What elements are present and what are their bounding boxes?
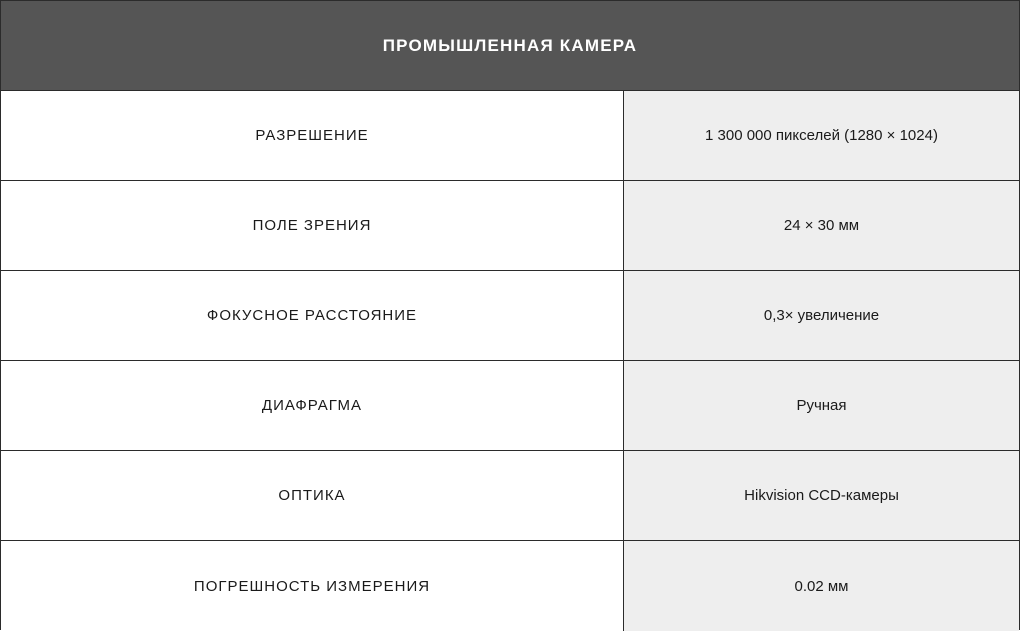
table-row (1, 181, 1019, 271)
table-row (1, 91, 1019, 181)
row-label-resolution: РАЗРЕШЕНИЕ (1, 91, 624, 180)
row-label-optics: ОПТИКА (1, 451, 624, 540)
row-value-optics: Hikvision CCD-камеры (624, 451, 1019, 540)
row-label-focal-length: ФОКУСНОЕ РАССТОЯНИЕ (1, 271, 624, 360)
table-row (1, 541, 1019, 631)
row-value-aperture: Ручная (624, 361, 1019, 450)
table-header (1, 1, 1019, 91)
table-row (1, 451, 1019, 541)
row-value-measurement-error: 0.02 мм (624, 541, 1019, 631)
table-title: ПРОМЫШЛЕННАЯ КАМЕРА (382, 35, 638, 55)
row-label-field-of-view: ПОЛЕ ЗРЕНИЯ (1, 181, 624, 270)
row-label-measurement-error: ПОГРЕШНОСТЬ ИЗМЕРЕНИЯ (1, 541, 624, 631)
row-value-resolution: 1 300 000 пикселей (1280 × 1024) (624, 91, 1019, 180)
table-row (1, 361, 1019, 451)
table-row (1, 271, 1019, 361)
row-label-aperture: ДИАФРАГМА (1, 361, 624, 450)
row-value-focal-length: 0,3× увеличение (624, 271, 1019, 360)
row-value-field-of-view: 24 × 30 мм (624, 181, 1019, 270)
